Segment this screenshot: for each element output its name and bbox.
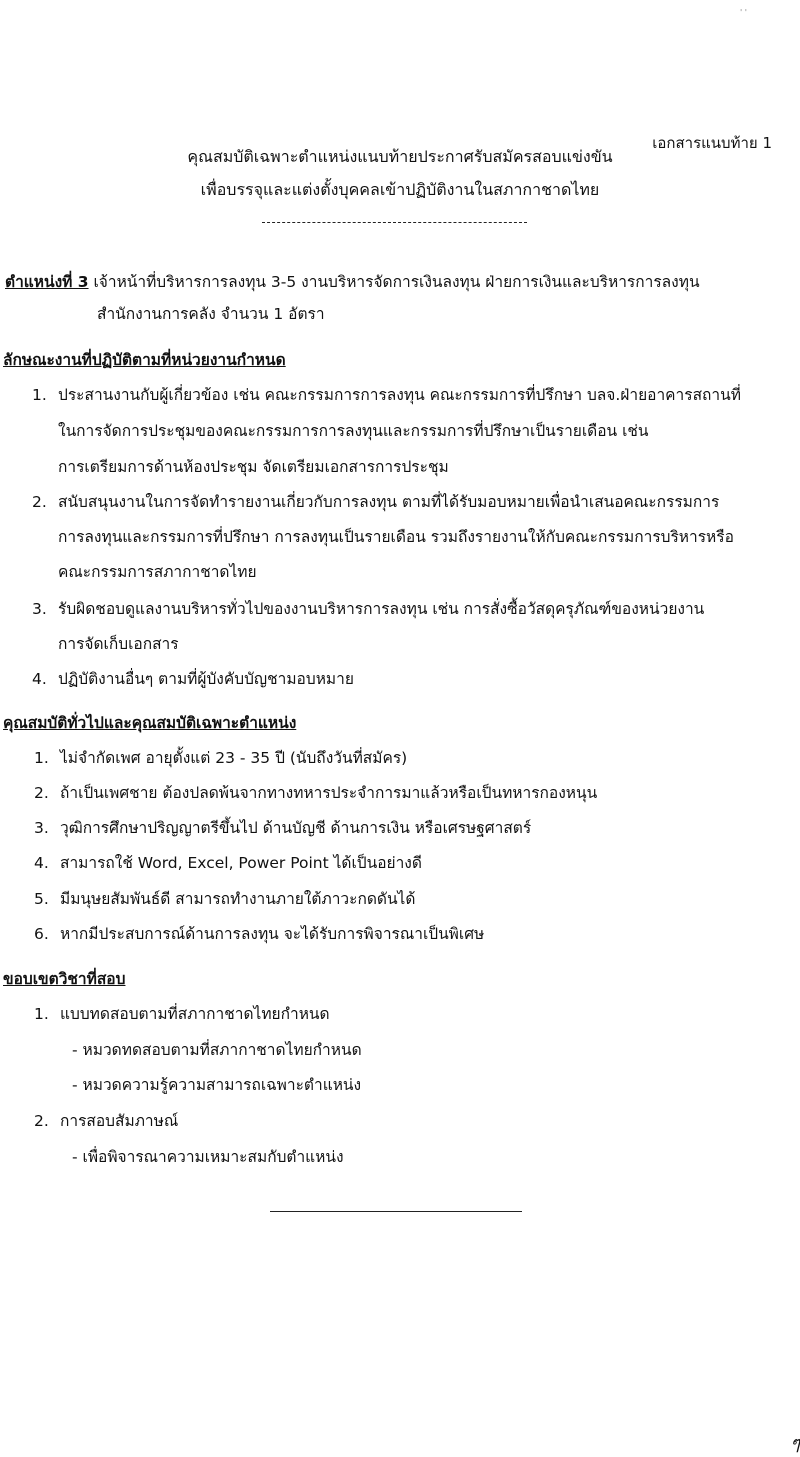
duty-text: สนับสนุนงานในการจัดทำรายงานเกี่ยวกับการลงทุน ตามที่ได้รับมอบหมายเพื่อนำเสนอคณะกรรมการ <box>58 493 720 511</box>
page-mark: ๆ <box>790 1433 800 1454</box>
qualification-text: มีมนุษยสัมพันธ์ดี สามารถทำงานภายใต้ภาวะกดดันได้ <box>60 890 416 908</box>
duty-number: 3. <box>32 600 47 618</box>
qualification-text: หากมีประสบการณ์ด้านการลงทุน จะได้รับการพิจารณาเป็นพิเศษ <box>60 925 485 943</box>
qualification-text: สามารถใช้ Word, Excel, Power Point ได้เป็นอย่างดี <box>60 854 422 872</box>
exam-text: แบบทดสอบตามที่สภากาชาดไทยกำหนด <box>60 1005 330 1023</box>
qualification-number: 3. <box>34 819 49 837</box>
qualification-number: 5. <box>34 890 49 908</box>
qualification-text: วุฒิการศึกษาปริญญาตรีขึ้นไป ด้านบัญชี ด้านการเงิน หรือเศรษฐศาสตร์ <box>60 819 532 837</box>
duty-number: 2. <box>32 493 47 511</box>
qualification-number: 1. <box>34 749 49 767</box>
document-title-line1: คุณสมบัติเฉพาะตำแหน่งแนบท้ายประกาศรับสมัครสอบแข่งขัน <box>187 147 613 166</box>
duty-item-3-cont: การจัดเก็บเอกสาร <box>58 635 179 653</box>
duty-item-4 <box>32 666 354 691</box>
document-title-line2: เพื่อบรรจุและแต่งตั้งบุคคลเข้าปฏิบัติงานในสภากาชาดไทย <box>200 180 600 199</box>
exam-number: 1. <box>34 1005 49 1023</box>
qualification-item-4 <box>34 850 422 875</box>
exam-scope-heading: ขอบเขตวิชาที่สอบ <box>3 970 126 988</box>
qualification-item-2 <box>34 780 597 805</box>
exam-subitem: - หมวดความรู้ความสามารถเฉพาะตำแหน่ง <box>72 1076 362 1094</box>
position-line1 <box>5 269 700 294</box>
exam-subitem: - เพื่อพิจารณาความเหมาะสมกับตำแหน่ง <box>72 1148 344 1166</box>
qualification-number: 4. <box>34 854 49 872</box>
qualification-text: ไม่จำกัดเพศ อายุตั้งแต่ 23 - 35 ปี (นับถึงวันที่สมัคร) <box>60 749 408 767</box>
qualification-item-1 <box>34 745 407 770</box>
qualification-item-3 <box>34 815 531 840</box>
end-divider <box>270 1211 522 1212</box>
qualification-text: ถ้าเป็นเพศชาย ต้องปลดพ้นจากทางทหารประจำการมาแล้วหรือเป็นทหารกองหนุน <box>60 784 598 802</box>
duty-item-3 <box>32 596 704 621</box>
qualification-number: 6. <box>34 925 49 943</box>
exam-item-2 <box>34 1108 178 1133</box>
duty-item-2-cont: คณะกรรมการสภากาชาดไทย <box>58 563 257 581</box>
duty-item-2-cont: การลงทุนและกรรมการที่ปรึกษา การลงทุนเป็นรายเดือน รวมถึงรายงานให้กับคณะกรรมการบริหารหรือ <box>58 528 734 546</box>
exam-text: การสอบสัมภาษณ์ <box>60 1112 179 1130</box>
position-title: เจ้าหน้าที่บริหารการลงทุน 3-5 งานบริหารจัดการเงินลงทุน ฝ่ายการเงินและบริหารการลงทุน <box>93 273 700 291</box>
duty-item-2 <box>32 489 719 514</box>
duty-text: ประสานงานกับผู้เกี่ยวข้อง เช่น คณะกรรมการการลงทุน คณะกรรมการที่ปรึกษา บลจ.ฝ่ายอาคารสถานที่ <box>58 386 741 404</box>
annex-label: เอกสารแนบท้าย 1 <box>652 134 772 152</box>
qualification-item-5 <box>34 886 415 911</box>
position-line2: สำนักงานการคลัง จำนวน 1 อัตรา <box>97 305 325 323</box>
duty-text: รับผิดชอบดูแลงานบริหารทั่วไปของงานบริหารการลงทุน เช่น การสั่งซื้อวัสดุครุภัณฑ์ของหน่วยงาน <box>58 600 705 618</box>
qualification-item-6 <box>34 921 484 946</box>
duty-item-1 <box>32 382 741 407</box>
scan-speck: ' ' <box>740 8 747 17</box>
duty-number: 1. <box>32 386 47 404</box>
duty-item-1-cont: ในการจัดการประชุมของคณะกรรมการการลงทุนและกรรมการที่ปรึกษาเป็นรายเดือน เช่น <box>58 422 649 440</box>
exam-subitem: - หมวดทดสอบตามที่สภากาชาดไทยกำหนด <box>72 1041 362 1059</box>
exam-number: 2. <box>34 1112 49 1130</box>
duties-heading: ลักษณะงานที่ปฏิบัติตามที่หน่วยงานกำหนด <box>3 351 286 369</box>
title-divider <box>262 222 527 223</box>
qualification-number: 2. <box>34 784 49 802</box>
duty-number: 4. <box>32 670 47 688</box>
duty-text: ปฏิบัติงานอื่นๆ ตามที่ผู้บังคับบัญชามอบหมาย <box>58 670 354 688</box>
qualifications-heading: คุณสมบัติทั่วไปและคุณสมบัติเฉพาะตำแหน่ง <box>3 714 297 732</box>
duty-item-1-cont: การเตรียมการด้านห้องประชุม จัดเตรียมเอกสารการประชุม <box>58 458 449 476</box>
exam-item-1 <box>34 1001 330 1026</box>
position-label: ตำแหน่งที่ 3 <box>5 273 89 291</box>
